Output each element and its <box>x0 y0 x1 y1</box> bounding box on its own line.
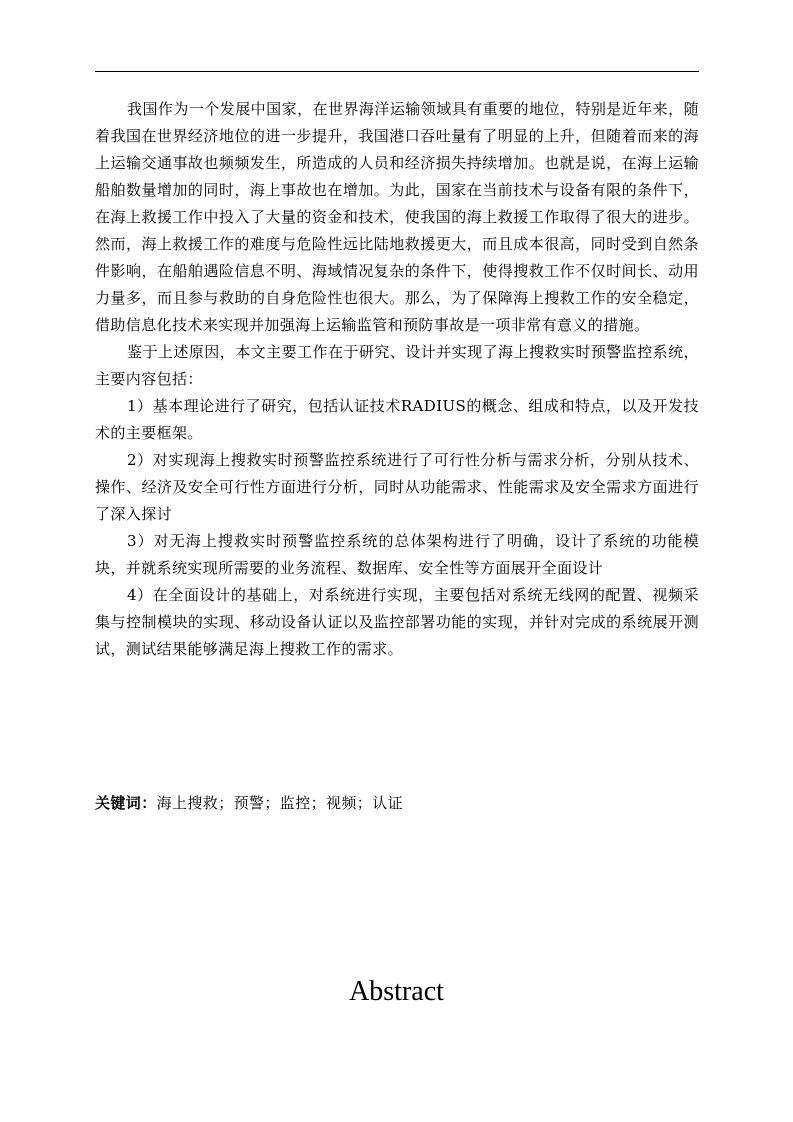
keywords-list: 海上搜救；预警；监控；视频；认证 <box>156 794 404 812</box>
abstract-paragraph-intro: 我国作为一个发展中国家，在世界海洋运输领域具有重要的地位，特别是近年来，随着我国在世界经济地位的进一步提升，我国港口吞吐量有了明显的上升，但随着而来的海上运输交通事故也频频发生，所造成的人员和经济损失持续增加。也就是说，在海上运输船舶数量增加的同时，海上事故也在增加。为此，国家在当前技术与设备有限的条件下，在海上救援工作中投入了大量的资金和技术，使我国的海上救援工作取得了很大的进步。然而，海上救援工作的难度与危险性远比陆地救援更大，而且成本很高，同时受到自然条件影响，在船舶遇险信息不明、海域情况复杂的条件下，使得搜救工作不仅时间长、动用力量多，而且参与救助的自身危险性也很大。那么，为了保障海上搜救工作的安全稳定，借助信息化技术来实现并加强海上运输监管和预防事故是一项非常有意义的措施。 <box>95 100 699 334</box>
abstract-paragraph-summary: 鉴于上述原因，本文主要工作在于研究、设计并实现了海上搜救实时预警监控系统，主要内容包括： <box>95 343 699 388</box>
abstract-item-3: 3）对无海上搜救实时预警监控系统的总体架构进行了明确，设计了系统的功能模块，并就系统实现所需要的业务流程、数据库、安全性等方面展开全面设计 <box>95 532 699 577</box>
abstract-item-2: 2）对实现海上搜救实时预警监控系统进行了可行性分析与需求分析，分别从技术、操作、经济及安全可行性方面进行分析，同时从功能需求、性能需求及安全需求方面进行了深入探讨 <box>95 451 699 523</box>
abstract-item-4: 4）在全面设计的基础上，对系统进行实现，主要包括对系统无线网的配置、视频采集与控制模块的实现、移动设备认证以及监控部署功能的实现，并针对完成的系统展开测试，测试结果能够满足海上搜救工作的需求。 <box>95 586 699 658</box>
abstract-heading: Abstract <box>349 976 444 1007</box>
keywords-line <box>95 790 699 817</box>
abstract-body <box>95 96 699 663</box>
keywords-label: 关键词： <box>95 794 157 812</box>
abstract-item-1: 1）基本理论进行了研究，包括认证技术RADIUS的概念、组成和特点，以及开发技术的主要框架。 <box>95 397 699 442</box>
header-rule <box>95 71 699 72</box>
